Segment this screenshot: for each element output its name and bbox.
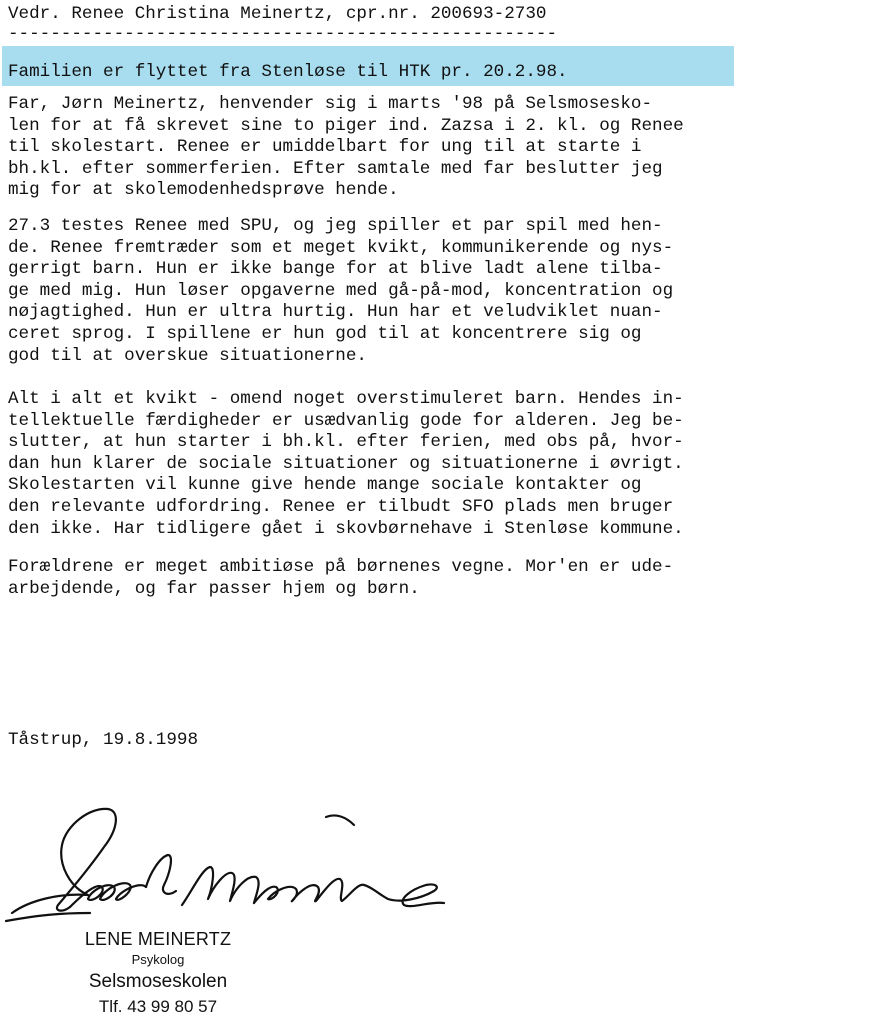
paragraph-3: Alt i alt et kvikt - omend noget overstimuleret barn. Hendes in- tellektuelle færdigheder er usædvanlig gode for alderen. Jeg be- slutter, at hun starter i bh.kl. efter ferien, med obs på, hvor- dan hun klarer de sociale situationer og situationerne i øvrigt. Skolestarten vil kunne give hende mange sociale kontakter og den relevante udfordring. Renee er tilbudt SFO plads men bruger den ikke. Har tidligere gået i skovbørnehave i Stenløse kommune. — [8, 389, 684, 539]
signature-school: Selsmoseskolen — [88, 971, 228, 992]
highlighted-sentence: Familien er flyttet fra Stenløse til HTK pr. 20.2.98. — [8, 62, 568, 82]
signature-title: Psykolog — [131, 952, 185, 967]
paragraph-2: 27.3 testes Renee med SPU, og jeg spiller et par spil med hen- de. Renee fremtræder som et meget kvikt, kommunikerende og nys- gerrigt barn. Hun er ikke bange for at blive ladt alene tilba- ge med mig. Hun løser opgaverne med gå-på-mod, koncentration og nøjagtighed. Hun er ultra hurtig. Hun har et veludviklet nuan- ceret sprog. I spillene er hun god til at koncentrere sig og god til at overskue situationerne. — [8, 216, 674, 366]
subject-line: Vedr. Renee Christina Meinertz, cpr.nr. 200693-2730 — [8, 4, 547, 24]
paragraph-1: Far, Jørn Meinertz, henvender sig i marts '98 på Selsmosesko- len for at få skrevet sine to piger ind. Zazsa i 2. kl. og Renee til skolestart. Renee er umiddelbart for ung til at starte i bh.kl. efter sommerferien. Efter samtale med far beslutter jeg mig for at skolemodenhedsprøve hende. — [8, 94, 684, 201]
signature-phone: Tlf. 43 99 80 57 — [98, 997, 218, 1016]
handwritten-signature — [0, 795, 470, 935]
date-line: Tåstrup, 19.8.1998 — [8, 730, 199, 750]
signature-name: LENE MEINERTZ — [84, 929, 232, 949]
dashed-rule: ---------------------------------------------------- — [8, 24, 558, 44]
paragraph-4: Forældrene er meget ambitiøse på børnenes vegne. Mor'en er ude- arbejdende, og far passer hjem og børn. — [8, 557, 674, 599]
signature-block — [48, 928, 268, 1020]
